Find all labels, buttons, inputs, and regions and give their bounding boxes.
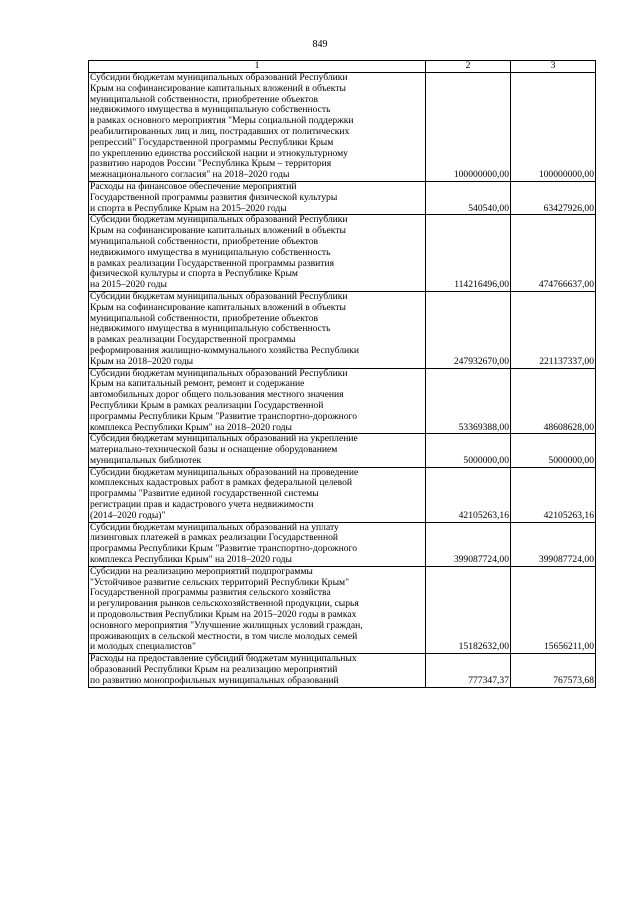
row-amount-col2: 114216496,00 (426, 215, 511, 292)
table-row (89, 73, 596, 182)
row-amount-col3: 399087724,00 (511, 522, 596, 566)
table-row (89, 467, 596, 522)
row-amount-col3: 767573,68 (511, 654, 596, 687)
row-amount-col3: 100000000,00 (511, 73, 596, 182)
row-amount-col2: 247932670,00 (426, 291, 511, 368)
row-description: Субсидия бюджетам муниципальных образований на укрепление материально-технической базы и оснащение оборудованием муниципальных библиотек (89, 434, 426, 467)
table-row (89, 291, 596, 368)
row-description: Субсидии бюджетам муниципальных образований на проведение комплексных кадастровых работ в рамках федеральной целевой программы "Развитие единой государственной системы регистрации прав и кадастрового учета недвижимости (2014–2020 годы)" (89, 467, 426, 522)
page-number: 849 (312, 39, 328, 50)
row-amount-col2: 42105263,16 (426, 467, 511, 522)
row-amount-col3: 42105263,16 (511, 467, 596, 522)
table-row (89, 566, 596, 653)
row-description: Субсидии бюджетам муниципальных образований Республики Крым на софинансирование капитальных вложений в объекты муниципальной собственности, приобретение объектов недвижимого имущества в муниципальную собственность в рамках реализации Государственной программы развития физической культуры и спорта в Республике Крым на 2015–2020 годы (89, 215, 426, 292)
row-amount-col2: 5000000,00 (426, 434, 511, 467)
row-amount-col3: 63427926,00 (511, 181, 596, 214)
row-amount-col3: 15656211,00 (511, 566, 596, 653)
row-description: Субсидии на реализацию мероприятий подпрограммы "Устойчивое развитие сельских территорий Республики Крым" Государственной программы развития сельского хозяйства и регулирования рынков сельскохозяйственной продукции, сырья и продовольствия Республики Крым на 2015–2020 годы в рамках основного мероприятия "Улучшение жилищных условий граждан, проживающих в сельской местности, в том числе молодых семей и молодых специалистов" (89, 566, 426, 653)
row-amount-col2: 53369388,00 (426, 368, 511, 434)
row-description: Субсидии бюджетам муниципальных образований Республики Крым на капитальный ремонт, ремонт и содержание автомобильных дорог общего пользования местного значения Республики Крым в рамках реализации Государственной программы Республики Крым "Развитие транспортно-дорожного комплекса Республики Крым" на 2018–2020 годы (89, 368, 426, 434)
row-description: Расходы на финансовое обеспечение мероприятий Государственной программы развития физической культуры и спорта в Республике Крым на 2015–2020 годы (89, 181, 426, 214)
row-description: Расходы на предоставление субсидий бюджетам муниципальных образований Республики Крым на реализацию мероприятий по развитию монопрофильных муниципальных образований (89, 654, 426, 687)
table-row (89, 654, 596, 687)
row-description: Субсидии бюджетам муниципальных образований на уплату лизинговых платежей в рамках реализации Государственной программы Республики Крым "Развитие транспортно-дорожного комплекса Республики Крым" на 2018–2020 годы (89, 522, 426, 566)
table-row (89, 368, 596, 434)
row-amount-col2: 100000000,00 (426, 73, 511, 182)
row-amount-col2: 399087724,00 (426, 522, 511, 566)
table-row (89, 522, 596, 566)
row-amount-col3: 221137337,00 (511, 291, 596, 368)
column-header: 1 (89, 61, 426, 73)
row-amount-col3: 5000000,00 (511, 434, 596, 467)
row-amount-col2: 777347,37 (426, 654, 511, 687)
row-amount-col2: 15182632,00 (426, 566, 511, 653)
budget-table (88, 60, 596, 688)
row-amount-col3: 48608628,00 (511, 368, 596, 434)
table-row (89, 181, 596, 214)
column-header: 2 (426, 61, 511, 73)
table-header-row (89, 61, 596, 73)
column-header: 3 (511, 61, 596, 73)
row-amount-col2: 540540,00 (426, 181, 511, 214)
row-description: Субсидии бюджетам муниципальных образований Республики Крым на софинансирование капитальных вложений в объекты муниципальной собственности, приобретение объектов недвижимого имущества в муниципальную собственность в рамках основного мероприятия "Меры социальной поддержки реабилитированных лиц и лиц, пострадавших от политических репрессий" Государственной программы Республики Крым по укреплению единства российской нации и этнокультурному развитию народов России "Республика Крым – территория межнационального согласия" на 2018–2020 годы (89, 73, 426, 182)
table-row (89, 434, 596, 467)
row-amount-col3: 474766637,00 (511, 215, 596, 292)
table-row (89, 215, 596, 292)
row-description: Субсидии бюджетам муниципальных образований Республики Крым на софинансирование капитальных вложений в объекты муниципальной собственности, приобретение объектов недвижимого имущества в муниципальную собственность в рамках реализации Государственной программы реформирования жилищно-коммунального хозяйства Республики Крым на 2018–2020 годы (89, 291, 426, 368)
